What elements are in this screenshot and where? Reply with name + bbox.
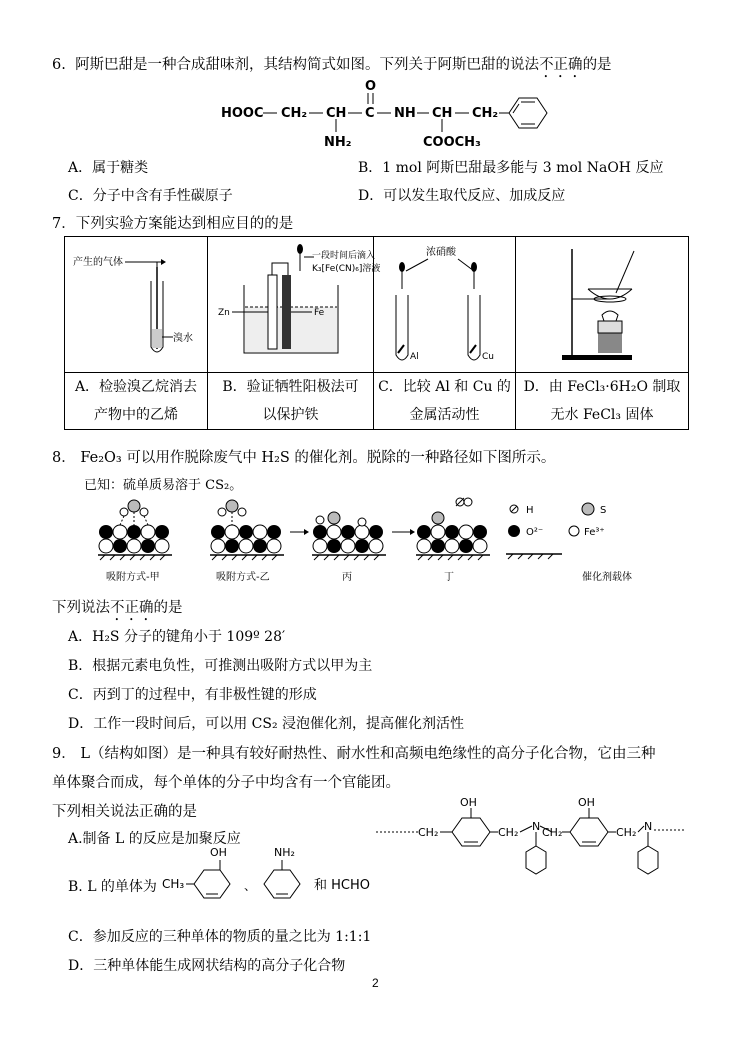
svg-text:K₃[Fe(CN)₆]溶液: K₃[Fe(CN)₆]溶液 [312,264,381,274]
svg-text:C: C [365,106,375,121]
svg-text:Fe: Fe [314,308,325,318]
q7-experiment-table [64,236,689,430]
adsorption-jia [98,500,172,583]
phenyl-ring-icon [526,846,546,874]
svg-text:N: N [532,820,541,833]
q9-option-d: D．三种单体能生成网状结构的高分子化合物 [68,958,346,974]
svg-text:催化剂载体: 催化剂载体 [582,572,632,583]
svg-text:CH: CH [326,106,347,121]
q9-stem-line1: 9． L（结构如图）是一种具有较好耐热性、耐水性和高频电绝缘性的高分子化合物，它由三种 [52,746,656,762]
q8-option-a: A．H₂S 分子的键角小于 109º 28′ [68,629,286,645]
q7-figure-b [208,237,381,373]
svg-text:NH₂: NH₂ [324,135,352,150]
q9-polymer-structure [376,792,688,884]
svg-text:COOCH₃: COOCH₃ [423,135,481,150]
svg-text:Al: Al [410,352,419,362]
svg-text:和 HCHO: 和 HCHO [314,878,370,893]
q8-legend [506,503,632,583]
q7-figure-d [516,237,689,373]
svg-text:吸附方式-甲: 吸附方式-甲 [106,572,160,583]
phenyl-ring-2-icon [638,846,658,874]
hooc-label: HOOC [221,106,264,121]
svg-text:一段时间后滴入: 一段时间后滴入 [312,251,376,261]
svg-text:丁: 丁 [444,572,454,583]
q6-option-a: A．属于糖类 [68,160,149,176]
q8-option-c: C．丙到丁的过程中，有非极性键的形成 [68,687,317,703]
svg-text:NH₂: NH₂ [274,846,295,859]
arrow-2-icon [392,529,415,535]
q7-caption-b: B．验证牺牲阳极法可 以保护铁 [208,373,374,430]
stage-bing [312,512,386,583]
q7-stem: 7．下列实验方案能达到相应目的的是 [52,216,294,232]
q7-figure-a [65,237,208,373]
q9-option-c: C．参加反应的三种单体的物质的量之比为 1:1:1 [68,929,372,945]
q7-caption-c: C．比较 Al 和 Cu 的 金属活动性 [374,373,516,430]
q9-option-b: B. L 的单体为 [68,879,157,895]
svg-text:CH₂: CH₂ [472,106,499,121]
q7-figure-c [374,237,516,373]
q8-ask: 下列说法不正确的是 [52,600,183,616]
svg-text:CH₂: CH₂ [498,826,519,839]
q7-caption-d: D．由 FeCl₃·6H₂O 制取 无水 FeCl₃ 固体 [516,373,689,430]
svg-text:OH: OH [460,796,477,809]
svg-text:OH: OH [578,796,595,809]
q8-option-d: D．工作一段时间后，可以用 CS₂ 浸泡催化剂，提高催化剂活性 [68,716,465,732]
svg-text:N: N [644,820,653,833]
svg-text:吸附方式-乙: 吸附方式-乙 [216,572,270,583]
svg-text:OH: OH [210,846,227,859]
svg-text:产生的气体: 产生的气体 [73,257,123,268]
q6-aspartame-structure [215,78,555,154]
svg-text:CH: CH [432,106,453,121]
page-number: 2 [372,976,379,990]
q6-option-b: B．1 mol 阿斯巴甜最多能与 3 mol NaOH 反应 [358,160,664,176]
svg-text:CH₂: CH₂ [542,826,563,839]
q6-option-d: D．可以发生取代反应、加成反应 [358,188,566,204]
q8-catalysis-diagram [98,494,690,590]
svg-text:CH₂: CH₂ [616,826,637,839]
svg-text:H: H [526,505,534,516]
svg-text:O²⁻: O²⁻ [526,527,544,538]
q6-stem: 6. 阿斯巴甜是一种合成甜味剂，其结构简式如图。下列关于阿斯巴甜的说法不正确的是 [52,57,612,73]
q9-monomers [158,842,388,914]
svg-text:CH₂: CH₂ [281,106,308,121]
q8-stem: 8． Fe₂O₃ 可以用作脱除废气中 H₂S 的催化剂。脱除的一种路径如下图所示。 [52,450,556,466]
adsorption-yi [210,500,284,583]
q9-stem-line2: 单体聚合而成，每个单体的分子中均含有一个官能团。 [52,775,400,791]
svg-text:丙: 丙 [342,572,352,583]
svg-text:Zn: Zn [218,308,230,318]
svg-text:Fe³⁺: Fe³⁺ [584,527,605,538]
q6-option-c: C．分子中含有手性碳原子 [68,188,233,204]
q9-option-a: A.制备 L 的反应是加聚反应 [68,831,241,847]
svg-text:NH: NH [394,106,416,121]
arrow-1-icon [290,529,309,535]
svg-text:溴水: 溴水 [173,333,193,344]
q7-caption-a: A．检验溴乙烷消去 产物中的乙烯 [65,373,208,430]
svg-text:浓硝酸: 浓硝酸 [426,247,456,258]
svg-text:CH₃: CH₃ [162,877,185,891]
svg-text:Cu: Cu [482,352,494,362]
svg-text:S: S [600,505,607,516]
svg-text:、: 、 [244,879,257,893]
q8-known: 已知：硫单质易溶于 CS₂。 [84,478,243,493]
svg-text:CH₂: CH₂ [418,826,439,839]
stage-ding [416,498,490,583]
q9-ask: 下列相关说法正确的是 [52,804,197,820]
q8-option-b: B．根据元素电负性，可推测出吸附方式以甲为主 [68,658,373,674]
svg-text:O: O [365,79,377,94]
